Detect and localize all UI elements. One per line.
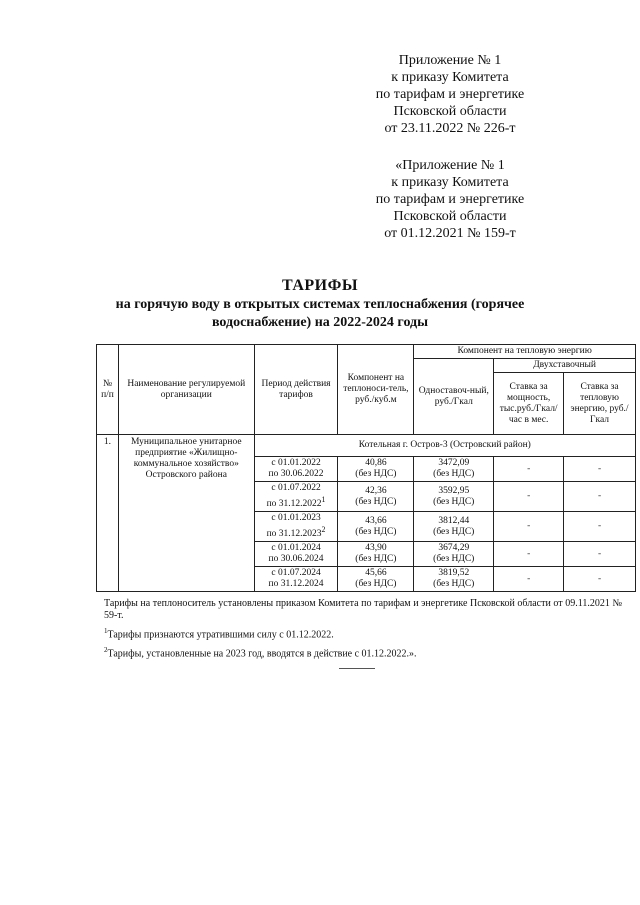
- appendix-line: от 01.12.2021 № 159-т: [384, 226, 516, 241]
- capacity-rate-cell: -: [494, 482, 564, 512]
- appendix-line: к приказу Комитета: [391, 175, 509, 190]
- capacity-rate-cell: -: [494, 567, 564, 592]
- header-capacity-rate: Ставка за мощность, тыс.руб./Гкал/час в мес.: [494, 373, 564, 435]
- appendix-line: от 23.11.2022 № 226-т: [384, 121, 516, 136]
- appendix-line: к приказу Комитета: [391, 70, 509, 85]
- appendix-line: Приложение № 1: [398, 53, 502, 68]
- header-energy-rate: Ставка за тепловую энергию, руб./Гкал: [564, 373, 636, 435]
- title-main: ТАРИФЫ: [281, 277, 359, 294]
- note-main: Тарифы на теплоноситель установлены приказом Комитета по тарифам и энергетике Псковской области от 09.11.2021 № 59-т.: [104, 598, 622, 621]
- period-cell: с 01.01.2023 по 31.12.2023$^2$: [254, 512, 338, 542]
- appendix-line: Псковской области: [393, 209, 507, 224]
- energy-rate-cell: -: [564, 482, 636, 512]
- energy-rate-cell: -: [564, 542, 636, 567]
- end-rule: [339, 668, 375, 669]
- appendix-header-current: [340, 52, 560, 137]
- appendix-line: по тарифам и энергетике: [375, 192, 525, 207]
- header-heat-component: Компонент на тепловую энергию: [414, 345, 636, 359]
- period-cell: с 01.07.2022 по 31.12.2022$^1$: [254, 482, 338, 512]
- boiler-name: Котельная г. Остров-3 (Островский район): [254, 435, 635, 457]
- header-two-rate: Двухставочный: [494, 359, 636, 373]
- appendix-line: Псковской области: [393, 104, 507, 119]
- header-carrier: Компонент на теплоноси-тель, руб./куб.м: [338, 345, 414, 435]
- org-name: Муниципальное унитарное предприятие «Жилищно-коммунальное хозяйство» Островского района: [118, 435, 254, 592]
- header-single-rate: Одноставоч-ный, руб./Гкал: [414, 359, 494, 435]
- notes-block: [104, 598, 622, 664]
- carrier-cell: 40,86 (без НДС): [338, 457, 414, 482]
- tariff-table: [96, 344, 636, 592]
- capacity-rate-cell: -: [494, 457, 564, 482]
- carrier-cell: 43,66 (без НДС): [338, 512, 414, 542]
- capacity-rate-cell: -: [494, 512, 564, 542]
- energy-rate-cell: -: [564, 512, 636, 542]
- single-rate-cell: 3472,09 (без НДС): [414, 457, 494, 482]
- header-org: Наименование регулируемой организации: [118, 345, 254, 435]
- carrier-cell: 42,36 (без НДС): [338, 482, 414, 512]
- period-cell: с 01.07.2024 по 31.12.2024: [254, 567, 338, 592]
- title-subtitle-line1: на горячую воду в открытых системах теплоснабжения (горячее: [115, 297, 525, 312]
- single-rate-cell: 3812,44 (без НДС): [414, 512, 494, 542]
- period-cell: с 01.01.2022 по 30.06.2022: [254, 457, 338, 482]
- header-num: № п/п: [97, 345, 119, 435]
- capacity-rate-cell: -: [494, 542, 564, 567]
- period-cell: с 01.01.2024 по 30.06.2024: [254, 542, 338, 567]
- appendix-line: «Приложение № 1: [395, 158, 505, 173]
- title-subtitle-line2: водоснабжение) на 2022-2024 годы: [211, 315, 429, 330]
- energy-rate-cell: -: [564, 457, 636, 482]
- footnote-2: $^2$Тарифы, установленные на 2023 год, вводятся в действие с 01.12.2022.».: [104, 646, 417, 660]
- appendix-line: по тарифам и энергетике: [375, 87, 525, 102]
- footnote-1: $^1$Тарифы признаются утратившими силу с 01.12.2022.: [104, 627, 334, 641]
- energy-rate-cell: -: [564, 567, 636, 592]
- row-number: 1.: [97, 435, 119, 592]
- carrier-cell: 45,66 (без НДС): [338, 567, 414, 592]
- single-rate-cell: 3592,95 (без НДС): [414, 482, 494, 512]
- document-title: [60, 276, 580, 332]
- appendix-header-previous: [340, 157, 560, 242]
- carrier-cell: 43,90 (без НДС): [338, 542, 414, 567]
- single-rate-cell: 3819,52 (без НДС): [414, 567, 494, 592]
- header-period: Период действия тарифов: [254, 345, 338, 435]
- single-rate-cell: 3674,29 (без НДС): [414, 542, 494, 567]
